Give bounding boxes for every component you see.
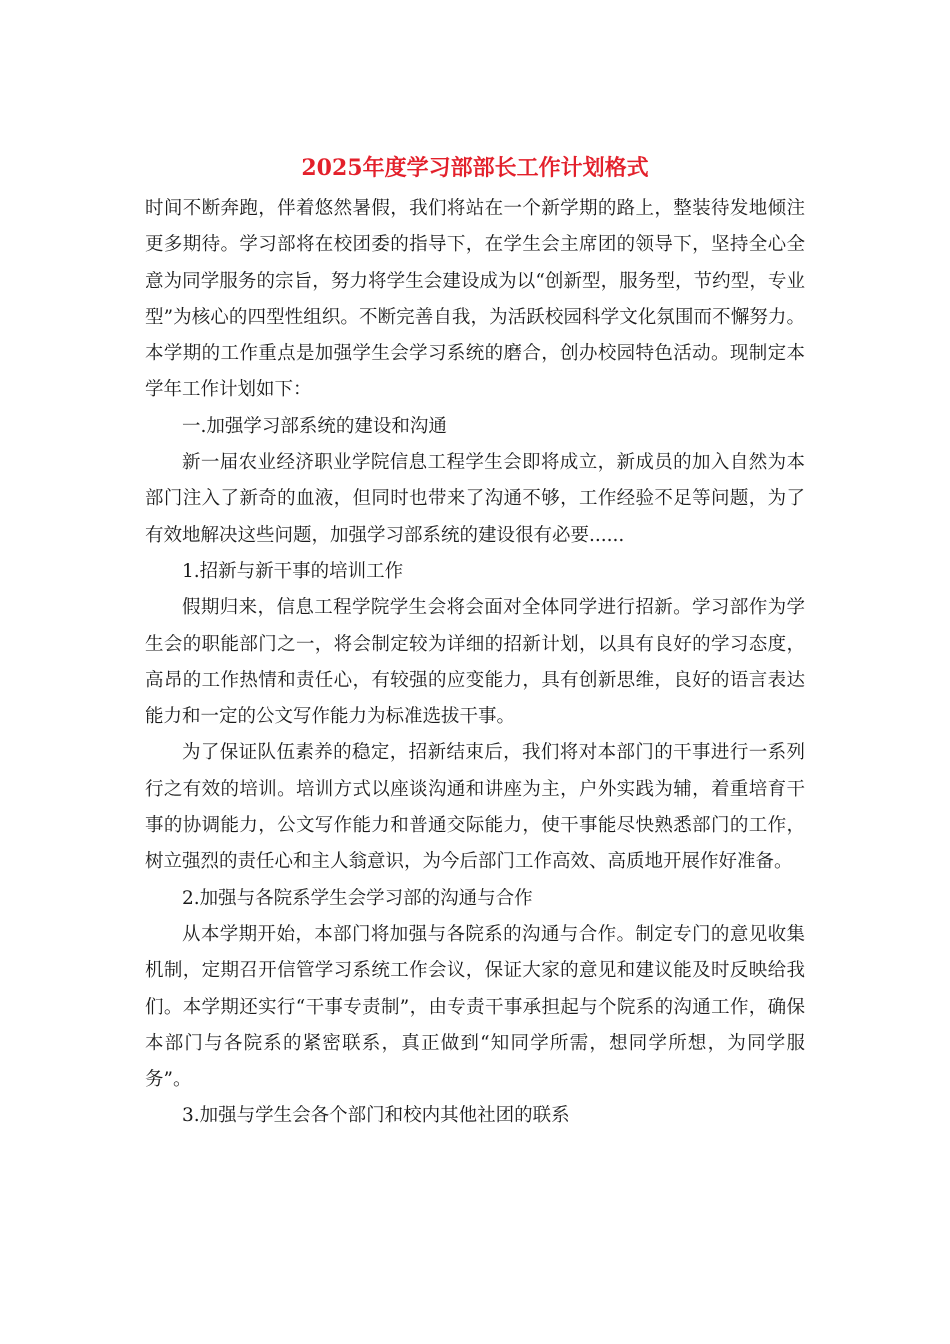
section-heading-1: 一.加强学习部系统的建设和沟通 (182, 415, 447, 437)
paragraph: 为了保证队伍素养的稳定，招新结束后，我们将对本部门的干事进行一系列行之有效的培训。培训方式以座谈沟通和讲座为主，户外实践为辅，着重培育干事的协调能力，公文写作能力和普通交际能力，使干事能尽快熟悉部门的工作，树立强烈的责任心和主人翁意识，为今后部门工作高效、高质地开展作好准备。 (145, 742, 805, 873)
paragraph: 从本学期开始，本部门将加强与各院系的沟通与合作。制定专门的意见收集机制，定期召开信管学习系统工作会议，保证大家的意见和建议能及时反映给我们。本学期还实行“干事专责制”，由专责干事承担起与个院系的沟通工作，确保本部门与各院系的紧密联系，真正做到“知同学所需，想同学所想，为同学服务”。 (145, 923, 805, 1091)
document-title: 2025年度学习部部长工作计划格式 (301, 155, 649, 181)
subsection-heading-2: 2.加强与各院系学生会学习部的沟通与合作 (182, 887, 533, 909)
paragraph-intro: 时间不断奔跑，伴着悠然暑假，我们将站在一个新学期的路上，整装待发地倾注更多期待。学习部将在校团委的指导下，在学生会主席团的领导下，坚持全心全意为同学服务的宗旨，努力将学生会建设成为以“创新型，服务型，节约型，专业型”为核心的四型性组织。不断完善自我，为活跃校园科学文化氛围而不懈努力。本学期的工作重点是加强学生会学习系统的磨合，创办校园特色活动。现制定本学年工作计划如下： (145, 198, 805, 401)
subsection-heading-1: 1.招新与新干事的培训工作 (182, 560, 404, 582)
paragraph: 假期归来，信息工程学院学生会将会面对全体同学进行招新。学习部作为学生会的职能部门之一，将会制定较为详细的招新计划，以具有良好的学习态度，高昂的工作热情和责任心，有较强的应变能力，具有创新思维，良好的语言表达能力和一定的公文写作能力为标准选拔干事。 (145, 597, 805, 728)
paragraph: 新一届农业经济职业学院信息工程学生会即将成立，新成员的加入自然为本部门注入了新奇的血液，但同时也带来了沟通不够，工作经验不足等问题，为了有效地解决这些问题，加强学习部系统的建设很有必要...... (145, 452, 805, 546)
subsection-heading-3: 3.加强与学生会各个部门和校内其他社团的联系 (182, 1105, 570, 1127)
document-body (145, 191, 805, 1135)
